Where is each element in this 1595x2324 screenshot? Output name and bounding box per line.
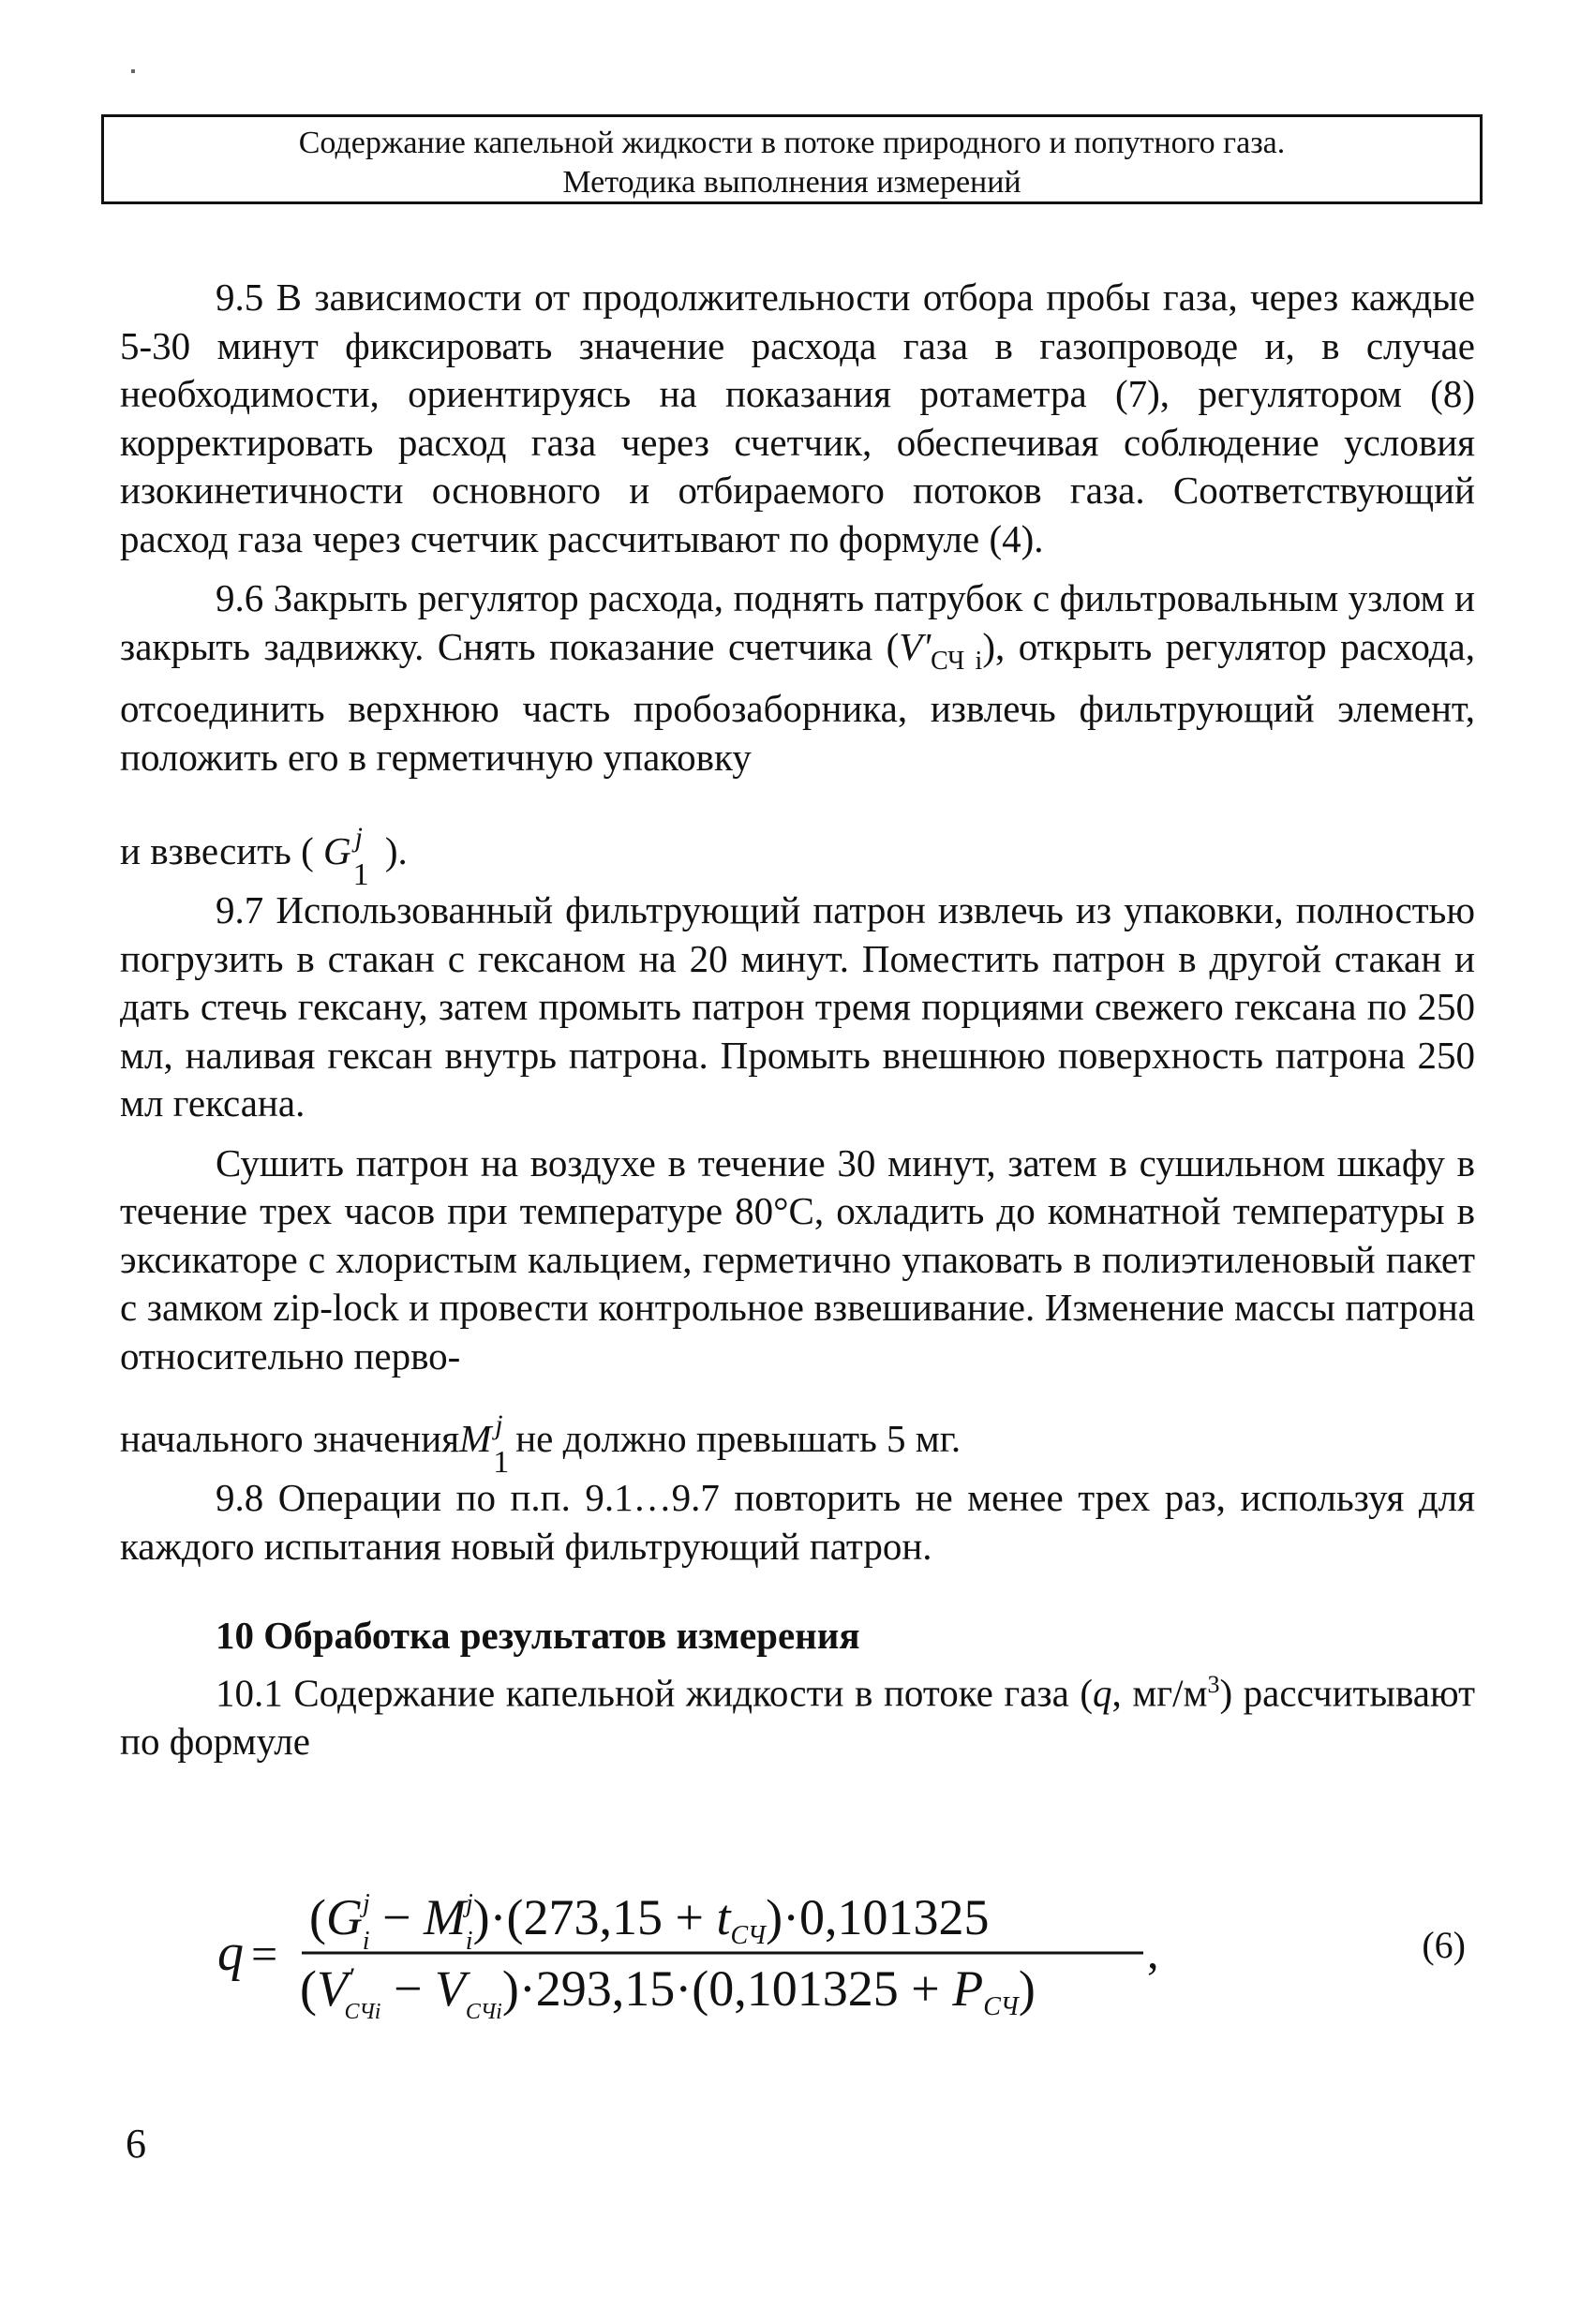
formula-lhs-q: q	[217, 1924, 244, 1982]
den-v2-sub: СЧi	[465, 2000, 502, 2024]
p-dry-last-pre: начального значения	[120, 1416, 460, 1460]
equation-number: (6)	[1422, 1924, 1466, 1966]
num-m: M	[424, 1889, 466, 1945]
paragraph-9-6	[120, 574, 1475, 782]
num-t: t	[716, 1889, 731, 1945]
formula-comma: ,	[1147, 1926, 1159, 1978]
symbol-g: G	[323, 828, 351, 872]
p96-text2: ), открыть регулятор расхода, отсоединить верхнюю часть пробозаборника, извлечь фильтрующий элемент, положить его в герметичную упаковку	[120, 624, 1475, 779]
den-close-paren: )	[501, 1960, 519, 2017]
unit-superscript: 3	[1207, 1670, 1220, 1698]
den-p: P	[952, 1960, 984, 2017]
running-header	[101, 114, 1483, 204]
paragraph-9-7: 9.7 Использованный фильтрующий патрон извлечь из упаковки, полностью погрузить в стакан с гексаном на 20 минут. Поместить патрон в другой стакан и дать стечь гексану, затем промыть патрон тремя порциями свежего гексана по 250 мл, наливая гексан внутрь патрона. Промыть внешнюю поверхность патрона 250 мл гексана.	[120, 888, 1475, 1125]
symbol-g-superscript: j	[354, 822, 363, 853]
p96-last-pre: и взвесить (	[120, 828, 314, 872]
header-line-1: Содержание капельной жидкости в потоке природного и попутного газа.	[298, 126, 1286, 160]
p101-text3: ) рассчитывают по формуле	[120, 1671, 1475, 1763]
num-minus: −	[369, 1889, 425, 1945]
den-p-sub: СЧ	[983, 1992, 1019, 2021]
paragraph-9-5: 9.5 В зависимости от продолжительности отбора пробы газа, через каждые 5-30 минут фиксировать значение расхода газа в газопроводе и, в случае необходимости, ориентируясь на показания ротаметра (7), регулятором (8) корректировать расход газа через счетчик, обеспечивая соблюдение условия изокинетичности основного и отбираемого потоков газа. Соответствующий расход газа через счетчик рассчитывают по формуле (4).	[120, 276, 1475, 560]
formula-equals: =	[251, 1928, 278, 1980]
paragraph-9-6-last-line	[120, 793, 1475, 892]
paragraph-drying-last-line	[120, 1380, 1475, 1480]
num-m-sup: j	[466, 1889, 473, 1918]
num-g-sub: i	[362, 1927, 370, 1956]
header-line-2: Методика выполнения измерений	[562, 165, 1021, 200]
p101-text1: 10.1 Содержание капельной жидкости в потоке газа (	[216, 1671, 1094, 1715]
den-v2: V	[434, 1960, 466, 2017]
den-open-paren: (	[300, 1960, 317, 2017]
num-g: G	[325, 1889, 363, 1945]
den-mid: ·293,15·(0,101325 +	[518, 1960, 953, 2017]
symbol-g-indices	[351, 822, 376, 892]
symbol-m-subscript: 1	[493, 1445, 510, 1480]
document-body	[120, 274, 1475, 1777]
num-m-sub: i	[465, 1927, 473, 1956]
paragraph-10-1	[120, 1661, 1475, 1766]
symbol-v-prime-subscript: СЧ i	[931, 646, 983, 676]
formula-6-graphic	[178, 1865, 1509, 2034]
formula-numerator	[309, 1889, 990, 1956]
p-dry-last-post: не должно превышать 5 мг.	[515, 1416, 961, 1460]
num-open-paren: (	[309, 1889, 326, 1945]
formula-6	[178, 1865, 1509, 2034]
num-mid: ·(273,15 +	[489, 1889, 717, 1945]
num-t-sub: СЧ	[730, 1921, 767, 1950]
den-v1-prime: ′	[347, 1962, 354, 1993]
symbol-q: q	[1093, 1671, 1112, 1715]
num-g-sup: j	[362, 1889, 370, 1918]
num-tail: )·0,101325	[766, 1889, 990, 1945]
section-10-title: 10 Обработка результатов измерения	[216, 1614, 860, 1657]
symbol-g-subscript: 1	[352, 857, 369, 892]
den-v1: V	[316, 1960, 348, 2017]
symbol-m-superscript: j	[495, 1409, 503, 1440]
p96-last-post: ).	[384, 828, 408, 872]
paragraph-drying: Сушить патрон на воздухе в течение 30 минут, затем в сушильном шкафу в течение трех часов при температуре 80°С, охладить до комнатной температуры в эксикаторе с хлористым кальцием, герметично упаковать в полиэтиленовый пакет с замком zip-lock и провести контрольное взвешивание. Изменение массы патрона относительно перво-	[120, 1140, 1475, 1378]
den-tail: )	[1018, 1960, 1036, 2017]
symbol-m: M	[459, 1416, 492, 1460]
num-close-paren: )	[472, 1889, 490, 1945]
den-minus: −	[380, 1960, 435, 2017]
paragraph-9-8: 9.8 Операции по п.п. 9.1…9.7 повторить не менее трех раз, используя для каждого испытания новый фильтрующий патрон.	[120, 1476, 1475, 1568]
den-v1-sub: СЧi	[344, 2000, 381, 2024]
scan-mark	[131, 69, 135, 73]
p101-text2: , мг/м	[1111, 1671, 1208, 1715]
symbol-v-prime: $V'_{СЧ i}$	[899, 624, 983, 676]
symbol-m-indices	[491, 1409, 515, 1480]
p96-text1: 9.6 Закрыть регулятор расхода, поднять патрубок с фильтровальным узлом и закрыть задвижку. Снять показание счетчика (	[120, 576, 1475, 668]
formula-denominator	[300, 1960, 1036, 2024]
page-number: 6	[126, 2121, 146, 2167]
